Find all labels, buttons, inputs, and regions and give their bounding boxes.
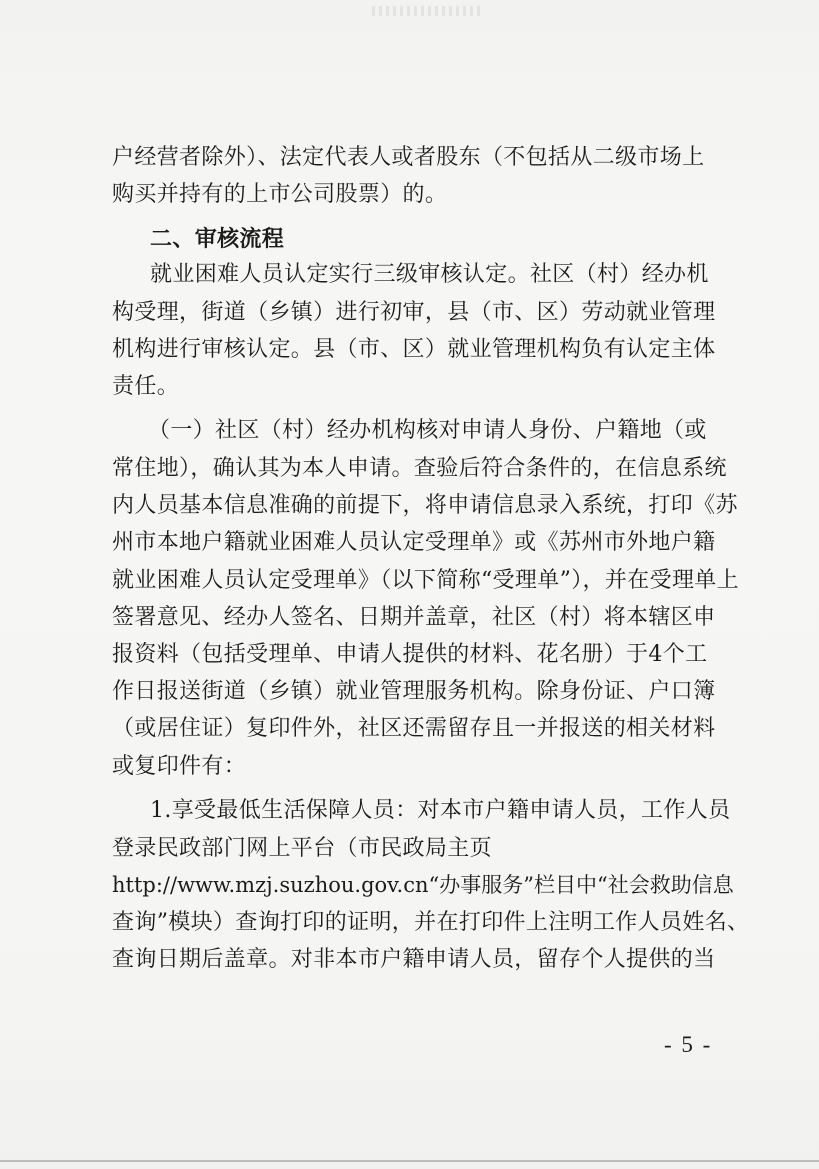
text-line: 责任。 (112, 374, 180, 399)
text-line: 就业困难人员认定受理单》（以下简称“受理单”），并在受理单上 (112, 568, 739, 593)
scan-artifact (372, 6, 482, 16)
scan-edge-line (0, 1160, 819, 1162)
text-line: 常住地），确认其为本人申请。查验后符合条件的，在信息系统 (112, 456, 727, 481)
text-line: 签署意见、经办人签名、日期并盖章，社区（村）将本辖区申 (112, 605, 716, 630)
text-line: 户经营者除外）、法定代表人或者股东（不包括从二级市场上 (112, 145, 705, 170)
text-line: 查询”模块）查询打印的证明，并在打印件上注明工作人员姓名、 (112, 910, 750, 935)
text-line: 就业困难人员认定实行三级审核认定。社区（村）经办机 (150, 262, 709, 287)
text-line: 查询日期后盖章。对非本市户籍申请人员，留存个人提供的当 (112, 947, 716, 972)
text-line: 购买并持有的上市公司股票）的。 (112, 182, 448, 207)
text-line: 或复印件有： (112, 754, 247, 779)
text-line: 1.享受最低生活保障人员：对本市户籍申请人员，工作人员 (150, 798, 731, 823)
text-line: 机构进行审核认定。县（市、区）就业管理机构负有认定主体 (112, 337, 716, 362)
text-line: 报资料（包括受理单、申请人提供的材料、花名册）于4个工 (112, 642, 708, 667)
text-line: （一）社区（村）经办机构核对申请人身份、户籍地（或 (148, 418, 707, 443)
text-line-url: http://www.mzj.suzhou.gov.cn“办事服务”栏目中“社会救助信息 (112, 873, 734, 897)
page-number: - 5 - (664, 1032, 713, 1057)
text-line: 州市本地户籍就业困难人员认定受理单》或《苏州市外地户籍 (112, 530, 716, 555)
section-heading: 二、审核流程 (150, 226, 285, 252)
text-line: 构受理，街道（乡镇）进行初审，县（市、区）劳动就业管理 (112, 300, 716, 325)
text-line: 作日报送街道（乡镇）就业管理服务机构。除身份证、户口簿 (112, 679, 716, 704)
text-line: （或居住证）复印件外，社区还需留存且一并报送的相关材料 (112, 716, 716, 741)
text-line: 登录民政部门网上平台（市民政局主页 (112, 836, 492, 861)
text-line: 内人员基本信息准确的前提下，将申请信息录入系统，打印《苏 (112, 493, 738, 518)
